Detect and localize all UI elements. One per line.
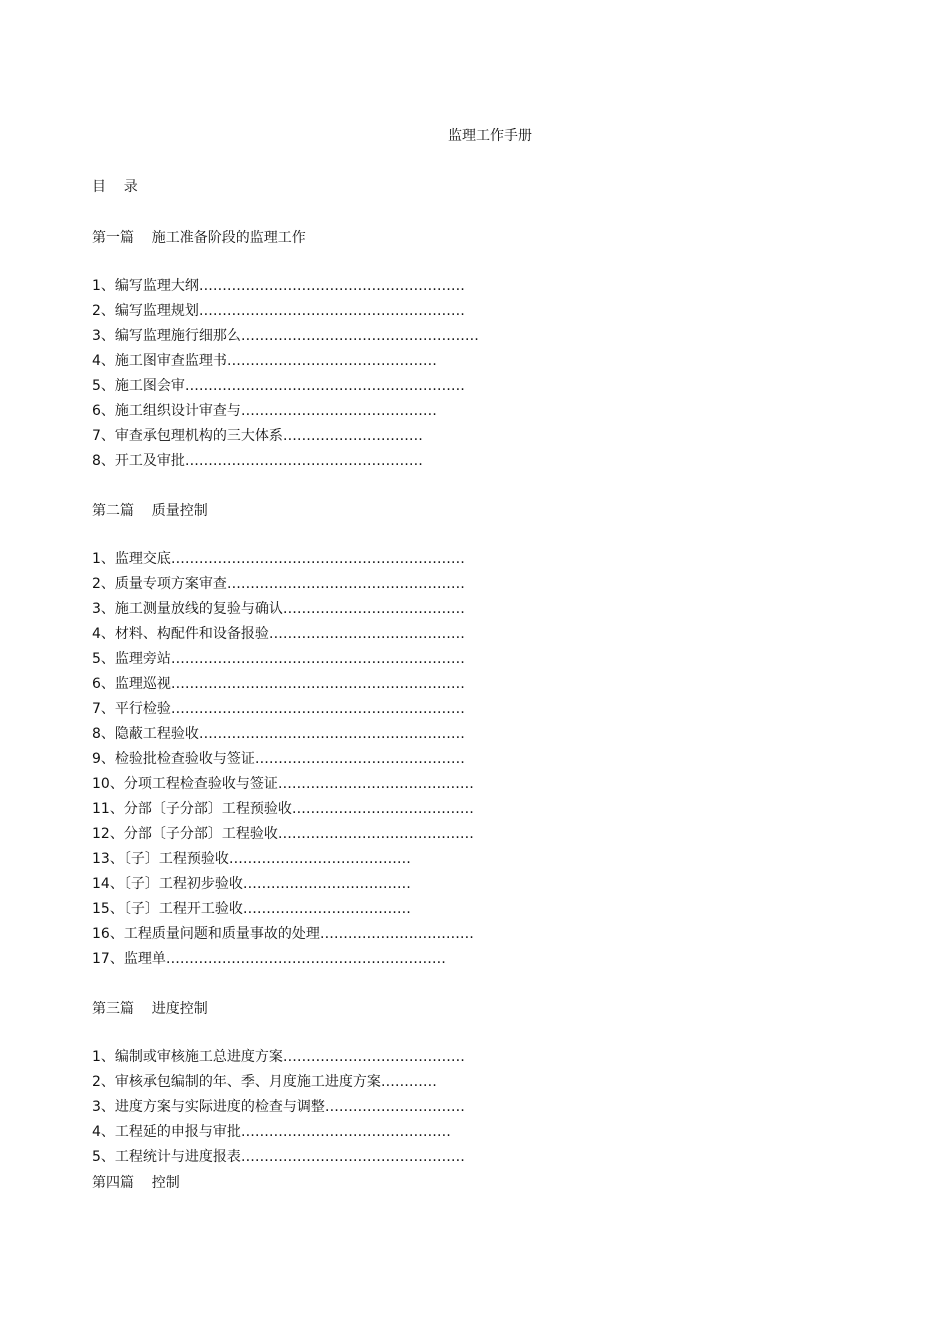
toc-entry: 5、监理旁站……………………………………………………… (92, 651, 465, 667)
section-title: 第二篇 质量控制 (92, 503, 208, 519)
toc-entry: 17、监理单…………………………………………………… (92, 951, 446, 967)
section-title: 第三篇 进度控制 (92, 1001, 208, 1017)
toc-entry: 7、审查承包理机构的三大体系………………………… (92, 428, 423, 444)
toc-entry: 8、隐蔽工程验收………………………………………………… (92, 726, 465, 742)
toc-entry: 6、监理巡视……………………………………………………… (92, 676, 465, 692)
toc-entry: 4、材料、构配件和设备报验…………………………………… (92, 626, 465, 642)
toc-entry: 12、分部〔子分部〕工程验收…………………………………… (92, 826, 474, 842)
section-1 (92, 228, 479, 474)
toc-entry: 1、编写监理大纲………………………………………………… (92, 278, 465, 294)
toc-entry: 7、平行检验……………………………………………………… (92, 701, 465, 717)
toc-entry: 14、〔子〕工程初步验收……………………………… (92, 876, 411, 892)
section-4 (92, 1173, 180, 1193)
toc-entry: 8、开工及审批…………………………………………… (92, 453, 423, 469)
toc-entry: 13、〔子〕工程预验收………………………………… (92, 851, 411, 867)
toc-entry: 11、分部〔子分部〕工程预验收………………………………… (92, 801, 474, 817)
toc-entry: 2、编写监理规划………………………………………………… (92, 303, 465, 319)
toc-entry: 3、编写监理施行细那么…………………………………………… (92, 328, 479, 344)
section-2 (92, 501, 474, 972)
toc-entry: 4、工程延的申报与审批……………………………………… (92, 1124, 451, 1140)
toc-entry: 2、审核承包编制的年、季、月度施工进度方案………… (92, 1074, 437, 1090)
toc-entry: 1、监理交底……………………………………………………… (92, 551, 465, 567)
toc-entry: 3、施工测量放线的复验与确认………………………………… (92, 601, 465, 617)
toc-entry: 6、施工组织设计审查与…………………………………… (92, 403, 437, 419)
section-title: 第四篇 控制 (92, 1175, 180, 1191)
toc-entry: 9、检验批检查验收与签证……………………………………… (92, 751, 465, 767)
section-3 (92, 999, 465, 1170)
page-title: 监理工作手册 (448, 128, 532, 144)
section-title: 第一篇 施工准备阶段的监理工作 (92, 230, 306, 246)
toc-entry: 5、工程统计与进度报表………………………………………… (92, 1149, 465, 1165)
toc-entry: 3、进度方案与实际进度的检查与调整………………………… (92, 1099, 465, 1115)
toc-entry: 16、工程质量问题和质量事故的处理…………………………… (92, 926, 474, 942)
toc-entry: 1、编制或审核施工总进度方案………………………………… (92, 1049, 465, 1065)
toc-entry: 4、施工图审查监理书……………………………………… (92, 353, 437, 369)
toc-entry: 15、〔子〕工程开工验收……………………………… (92, 901, 411, 917)
toc-heading: 目 录 (92, 179, 138, 195)
toc-entry: 10、分项工程检查验收与签证…………………………………… (92, 776, 474, 792)
toc-entry: 2、质量专项方案审查…………………………………………… (92, 576, 465, 592)
toc-entry: 5、施工图会审…………………………………………………… (92, 378, 465, 394)
